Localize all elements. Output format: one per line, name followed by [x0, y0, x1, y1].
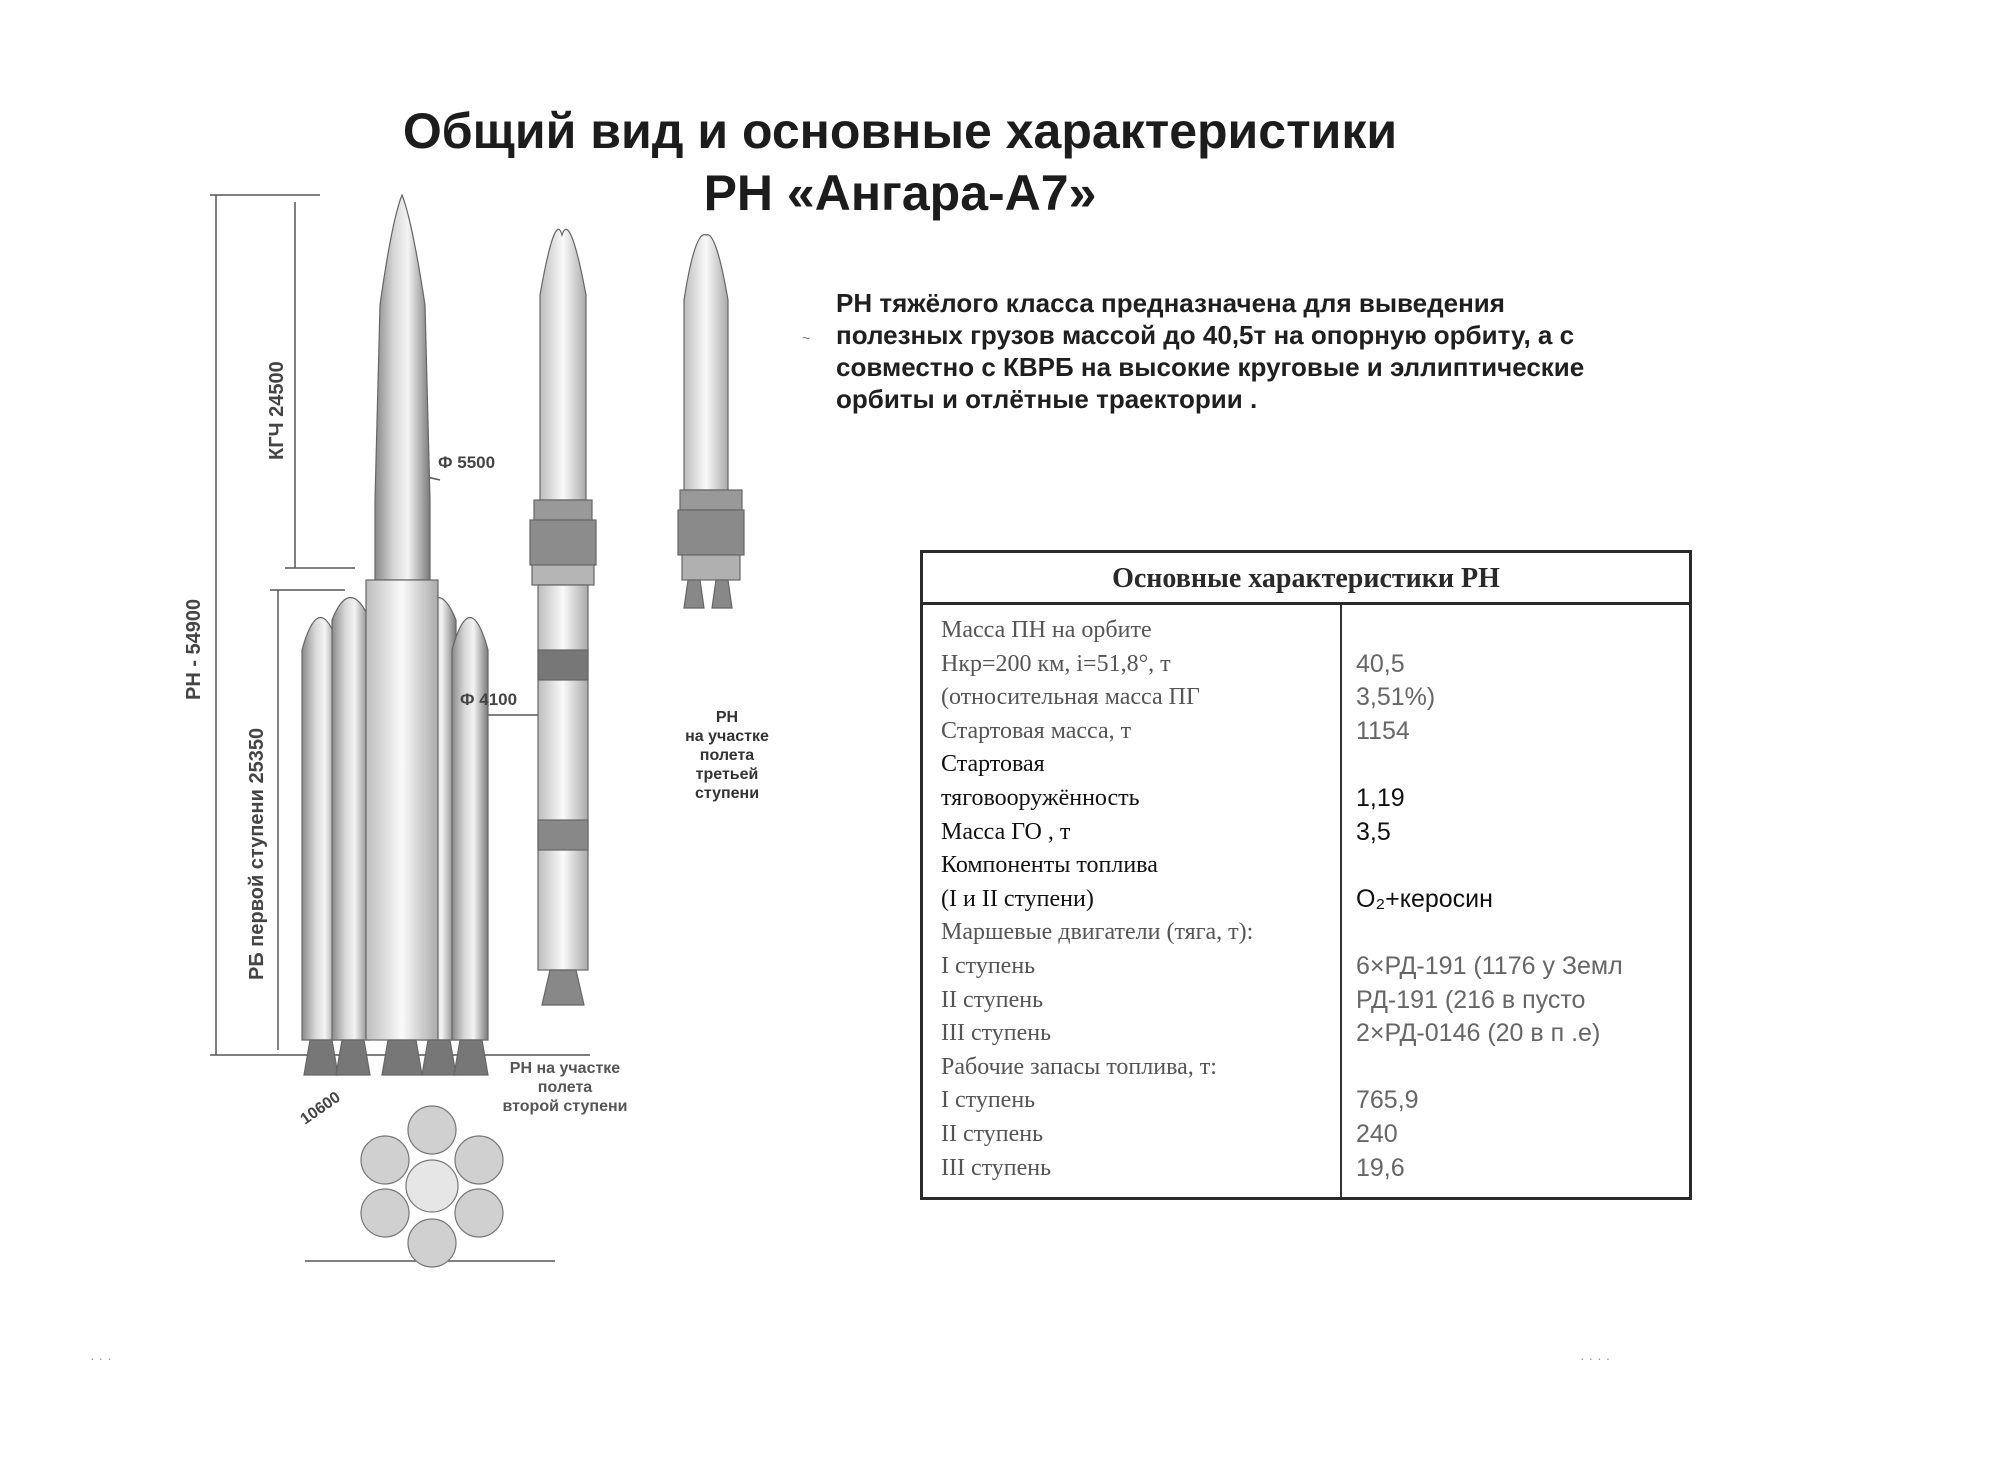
- spec-label: (относительная масса ПГ: [941, 684, 1200, 711]
- spec-label: III ступень: [941, 1154, 1052, 1181]
- spec-label: I ступень: [941, 953, 1036, 979]
- description-line: орбиты и отлётные траектории .: [836, 384, 1258, 414]
- rocket-drawing: [170, 180, 790, 1270]
- dia-core-label: Ф 4100: [460, 690, 518, 709]
- third-stage-rocket: [678, 235, 744, 608]
- spec-label: I ступень: [941, 1087, 1036, 1114]
- description-paragraph: [836, 287, 1716, 415]
- dim-first-stage-label: РБ первой ступени 25350: [246, 727, 268, 980]
- spec-value: 3,5: [1356, 817, 1391, 846]
- spec-value: O₂+керосин: [1356, 884, 1493, 913]
- dia-fairing-label: Ф 5500: [438, 453, 496, 472]
- specs-table-header: Основные характеристики РН: [923, 553, 1689, 605]
- spec-label: Стартовая: [941, 751, 1045, 778]
- bottom-view: [361, 1106, 503, 1267]
- spec-label: Маршевые двигатели (тяга, т):: [941, 919, 1254, 946]
- spec-label: Масса ПН на орбите: [941, 617, 1152, 643]
- spec-value: 240: [1356, 1120, 1398, 1148]
- caption-second-stage: [503, 1060, 628, 1115]
- title-line-2: РН «Ангара-А7»: [703, 165, 1097, 221]
- specs-table: [920, 550, 1692, 1200]
- svg-text:второй ступени: второй ступени: [502, 1098, 628, 1115]
- svg-text:полета: полета: [537, 1079, 593, 1096]
- dim-fairing-label: КГЧ 24500: [266, 361, 288, 460]
- spec-value: РД-191 (216 в пусто: [1356, 985, 1586, 1014]
- svg-text:полета: полета: [699, 747, 755, 764]
- spec-value: 1154: [1356, 716, 1410, 745]
- dim-base-label: 10600: [297, 1088, 344, 1129]
- scan-artifact-mark: ~: [802, 330, 811, 346]
- title-line-1: Общий вид и основные характеристики: [402, 103, 1398, 159]
- full-rocket: [302, 195, 488, 1075]
- spec-label: Нкр=200 км, i=51,8°, т: [941, 650, 1171, 677]
- spec-label: Компоненты топлива: [941, 852, 1158, 879]
- spec-value: 40,5: [1356, 649, 1405, 678]
- svg-text:РН: РН: [715, 709, 739, 726]
- second-stage-rocket: [530, 229, 596, 1005]
- spec-value: 19,6: [1356, 1153, 1405, 1182]
- spec-label: III ступень: [941, 1020, 1052, 1047]
- spec-label: (I и II ступени): [941, 885, 1094, 912]
- svg-text:РН на участке: РН на участке: [509, 1060, 621, 1077]
- spec-value: 1,19: [1356, 784, 1405, 812]
- svg-text:ступени: ступени: [694, 785, 760, 802]
- spec-label: тяговооружённость: [941, 785, 1140, 811]
- spec-value: 765,9: [1356, 1086, 1419, 1115]
- spec-label: II ступень: [941, 1121, 1044, 1147]
- scan-artifact-mark: · · · ·: [1580, 1350, 1611, 1366]
- spec-label: Масса ГО , т: [941, 818, 1071, 845]
- spec-label: Рабочие запасы топлива, т:: [941, 1053, 1217, 1080]
- specs-column-divider: [1340, 605, 1342, 1197]
- svg-text:на участке: на участке: [685, 728, 769, 745]
- spec-value: 6×РД-191 (1176 у Земл: [1356, 952, 1623, 980]
- caption-third-stage: [685, 709, 769, 802]
- spec-label: II ступень: [941, 986, 1044, 1013]
- description-line: РН тяжёлого класса предназначена для выведения: [836, 288, 1505, 318]
- svg-text:третьей: третьей: [695, 766, 759, 783]
- dim-overall-label: РН - 54900: [183, 598, 205, 700]
- spec-value: 2×РД-0146 (20 в п .е): [1356, 1019, 1601, 1048]
- description-line: совместно с КВРБ на высокие круговые и эллиптические: [836, 352, 1585, 382]
- description-line: полезных грузов массой до 40,5т на опорную орбиту, а с: [836, 320, 1575, 350]
- scan-artifact-mark: · · ·: [90, 1350, 112, 1366]
- spec-value: 3,51%): [1356, 683, 1436, 712]
- spec-label: Стартовая масса, т: [941, 717, 1132, 744]
